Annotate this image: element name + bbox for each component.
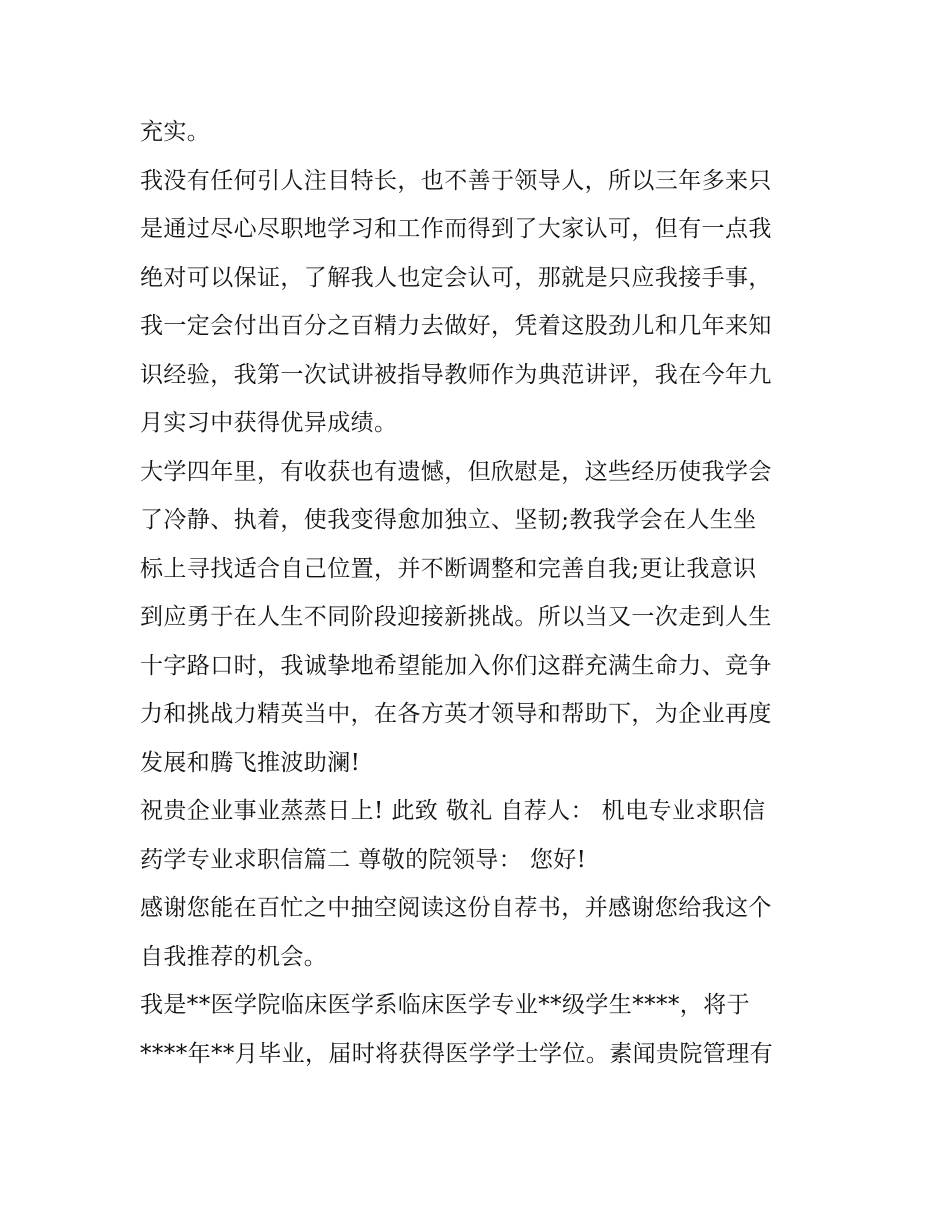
text-line: 十字路口时，我诚挚地希望能加入你们这群充满生命力、竞争 bbox=[140, 652, 772, 679]
text-line: 是通过尽心尽职地学习和工作而得到了大家认可，但有一点我 bbox=[140, 216, 772, 242]
text-line: 药学专业求职信篇二 尊敬的院领导： 您好! bbox=[140, 846, 587, 873]
text-line: 充实。 bbox=[140, 119, 211, 145]
text-line: 感谢您能在百忙之中抽空阅读这份自荐书，并感谢您给我这个 bbox=[140, 895, 772, 921]
text-line: 我是**医学院临床医学系临床医学专业**级学生****，将于 bbox=[140, 992, 750, 1018]
text-line: 识经验，我第一次试讲被指导教师作为典范讲评，我在今年九 bbox=[140, 361, 772, 388]
text-line: ****年**月毕业，届时将获得医学学士学位。素闻贵院管理有 bbox=[140, 1040, 773, 1067]
text-line: 祝贵企业事业蒸蒸日上! 此致 敬礼 自荐人： 机电专业求职信 bbox=[140, 798, 766, 824]
text-line: 月实习中获得优异成绩。 bbox=[140, 410, 398, 436]
text-line: 了冷静、执着，使我变得愈加独立、坚韧;教我学会在人生坐 bbox=[140, 507, 757, 533]
text-line: 力和挑战力精英当中，在各方英才领导和帮助下，为企业再度 bbox=[140, 701, 772, 727]
text-line: 大学四年里，有收获也有遗憾，但欣慰是，这些经历使我学会 bbox=[140, 458, 772, 485]
text-line: 绝对可以保证，了解我人也定会认可，那就是只应我接手事， bbox=[140, 264, 772, 291]
body-text bbox=[140, 108, 830, 1078]
text-line: 我没有任何引人注目特长，也不善于领导人，所以三年多来只 bbox=[140, 167, 772, 194]
text-line: 发展和腾飞推波助澜! bbox=[140, 749, 361, 776]
text-line: 到应勇于在人生不同阶段迎接新挑战。所以当又一次走到人生 bbox=[140, 604, 772, 630]
text-line: 标上寻找适合自己位置，并不断调整和完善自我;更让我意识 bbox=[140, 555, 757, 582]
text-line: 自我推荐的机会。 bbox=[140, 943, 328, 970]
text-line: 我一定会付出百分之百精力去做好，凭着这股劲儿和几年来知 bbox=[140, 313, 772, 339]
